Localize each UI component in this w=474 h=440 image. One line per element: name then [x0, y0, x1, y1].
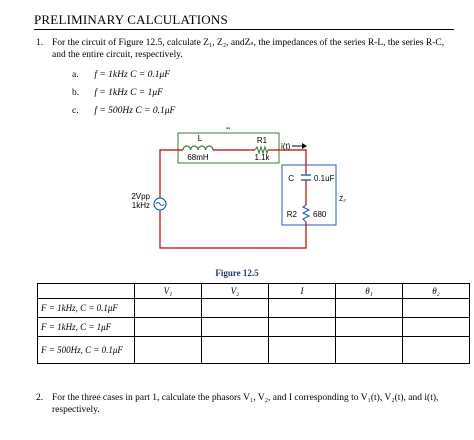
- table-cell: [336, 318, 403, 337]
- source-label-2: 1kHz: [131, 201, 150, 210]
- inductor-label: L: [197, 134, 203, 143]
- row-label: F = 1kHz, C = 0.1μF: [38, 299, 135, 318]
- table-header-row: [38, 284, 470, 299]
- table-cell: [202, 318, 269, 337]
- table-row: [38, 318, 470, 337]
- table-header-cell: θ₂: [403, 284, 470, 299]
- table-row: [38, 299, 470, 318]
- results-table: [37, 283, 470, 364]
- figure-caption: Figure 12.5: [215, 268, 259, 278]
- question-2: [36, 392, 452, 416]
- table-cell: [269, 299, 336, 318]
- case-label: b.: [72, 88, 80, 98]
- capacitor-value: 0.1uF: [314, 174, 335, 183]
- table-header-cell: V₂: [202, 284, 269, 299]
- inductor-value: 68mH: [187, 153, 209, 162]
- table-cell: [403, 337, 470, 364]
- table-header-cell: [38, 284, 135, 299]
- table-row: [38, 337, 470, 364]
- wire-bottom: [160, 207, 306, 248]
- table-cell: [202, 299, 269, 318]
- case-label: a.: [72, 70, 79, 80]
- current-label: i(t): [281, 142, 291, 151]
- capacitor-label: C: [288, 174, 294, 183]
- case-text: f = 500Hz C = 0.1μF: [94, 106, 176, 116]
- case-text: f = 1kHz C = 0.1μF: [94, 70, 171, 80]
- case-text: f = 1kHz C = 1μF: [94, 88, 163, 98]
- resistor-r1-value: 1.1k: [254, 153, 270, 162]
- question-2-number: 2.: [36, 393, 44, 403]
- case-label: c.: [72, 106, 79, 116]
- row-label: F = 1kHz, C = 1μF: [38, 318, 135, 337]
- resistor-r1-label: R1: [256, 136, 268, 145]
- source-label-1: 2Vpp: [131, 192, 150, 201]
- table-cell: [403, 318, 470, 337]
- current-arrowhead-icon: [302, 143, 307, 149]
- row-label: F = 500Hz, C = 0.1μF: [38, 337, 135, 364]
- table-cell: [202, 337, 269, 364]
- marker-dots: ▪▪: [226, 126, 231, 132]
- question-2-text: For the three cases in part 1, calculate the phasors V₁, V₂, and I corresponding to V₁(t), V₂(t), and i(t), respectively.: [52, 393, 439, 415]
- z2-label: Z₂: [339, 196, 346, 203]
- table-header-cell: I: [269, 284, 336, 299]
- page-heading: PRELIMINARY CALCULATIONS: [34, 12, 228, 27]
- table-header-cell: V₁: [135, 284, 202, 299]
- wire-left-top: [160, 150, 183, 201]
- question-1-number: 1.: [36, 38, 44, 48]
- table-cell: [135, 337, 202, 364]
- question-1-text: For the circuit of Figure 12.5, calculate Z₁, Z₂, andZₛ, the impedances of the series R-L, the series R-C, and the entire circuit, respectively.: [52, 38, 445, 60]
- inductor-symbol: [183, 146, 213, 150]
- table-cell: [269, 337, 336, 364]
- table-cell: [403, 299, 470, 318]
- table-cell: [135, 299, 202, 318]
- table-cell: [336, 337, 403, 364]
- resistor-r2-label: R2: [286, 210, 297, 219]
- table-cell: [336, 299, 403, 318]
- table-cell: [135, 318, 202, 337]
- table-header-cell: θ₁: [336, 284, 403, 299]
- resistor-r2-value: 680: [313, 210, 327, 219]
- resistor-r2-symbol: [303, 205, 309, 222]
- table-cell: [269, 318, 336, 337]
